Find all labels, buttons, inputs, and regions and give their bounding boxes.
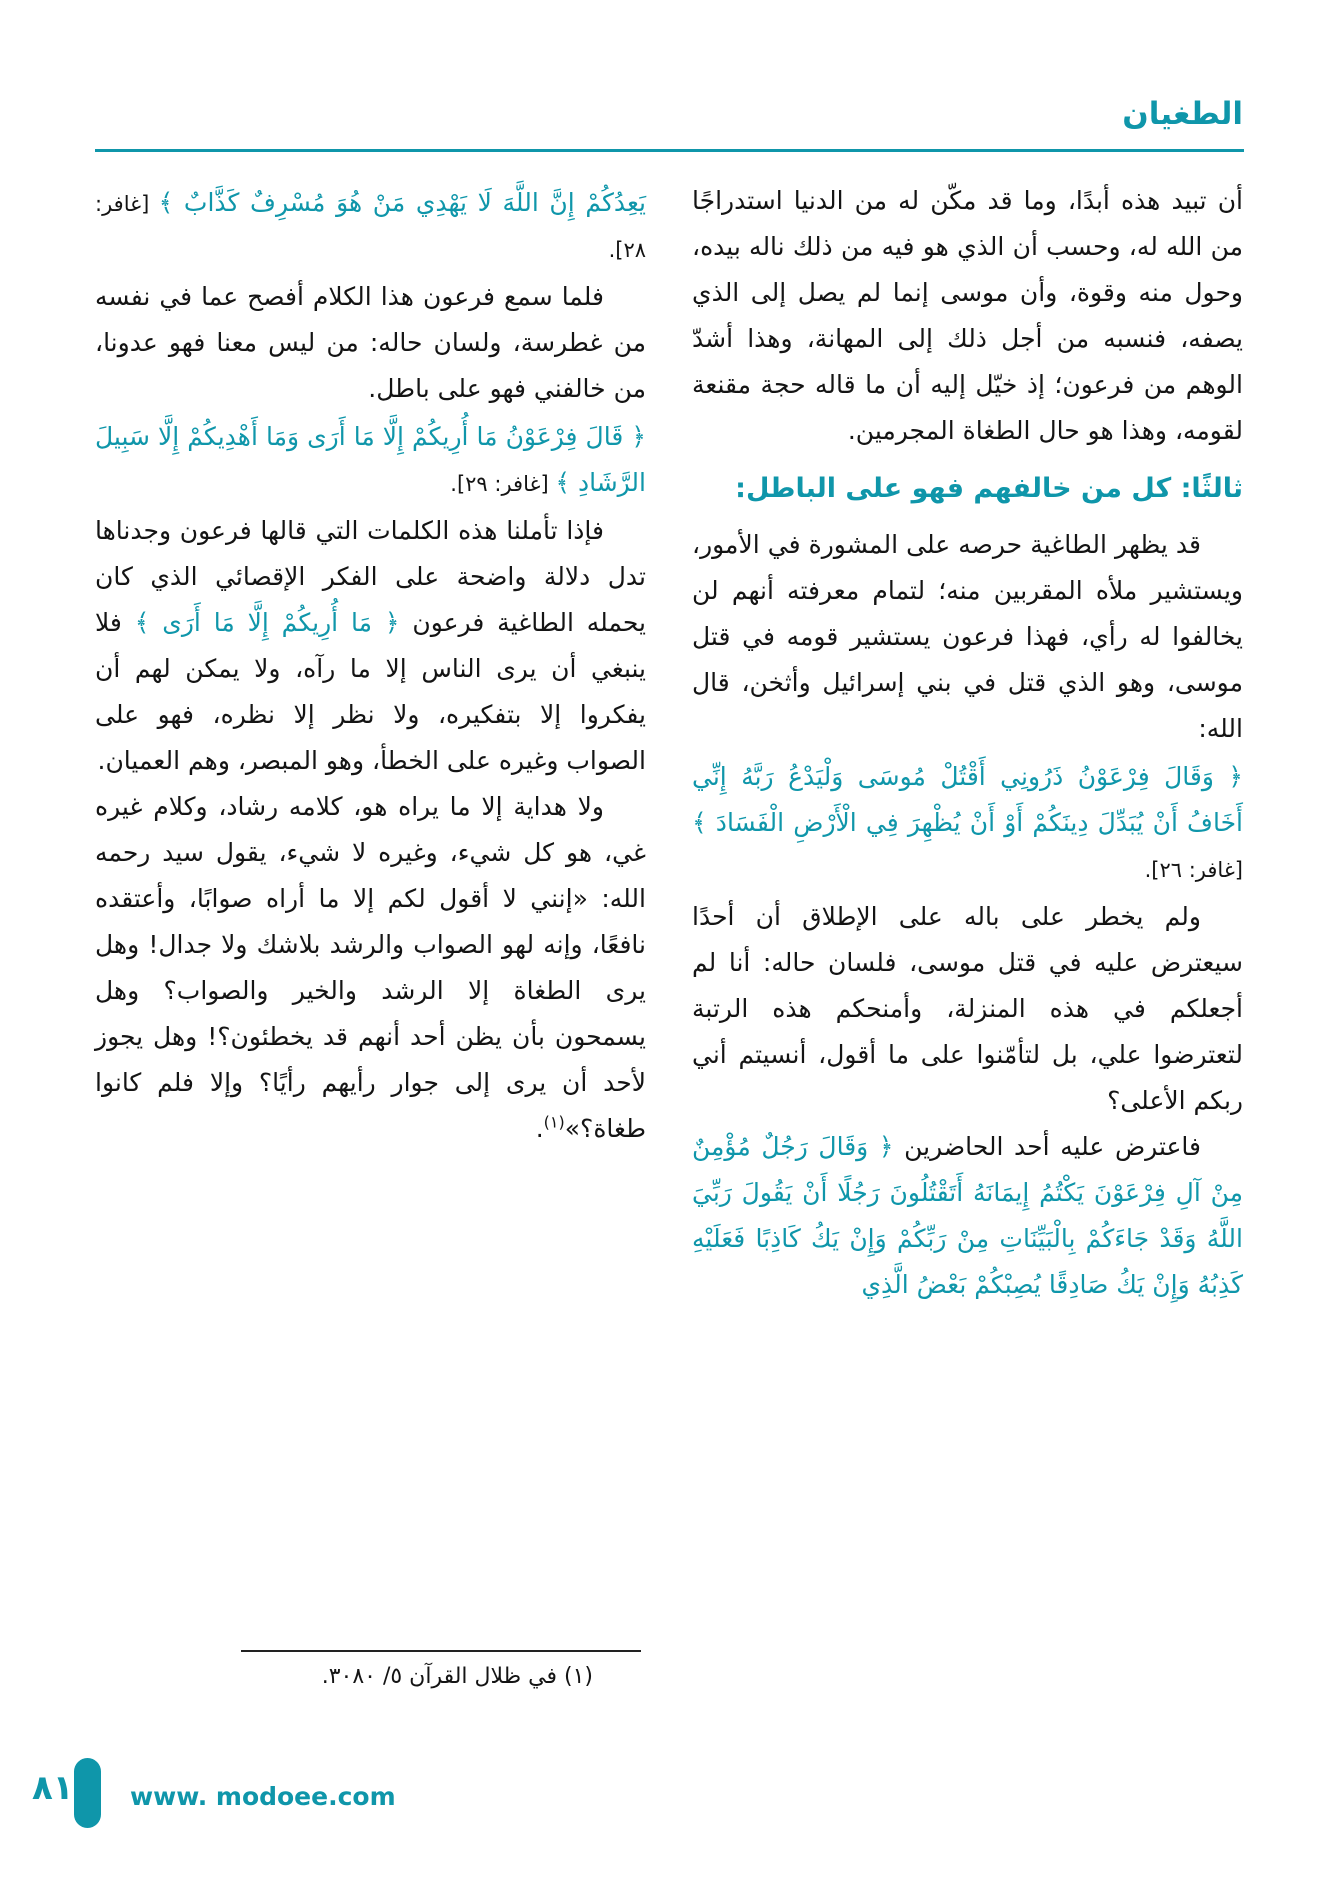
paragraph bbox=[692, 894, 1243, 1124]
body-text: فلما سمع فرعون هذا الكلام أفصح عما في نفسه من غطرسة، ولسان حاله: من ليس معنا فهو عدونا، من خالفني فهو على باطل. bbox=[95, 282, 646, 403]
heading-text: ثالثًا: كل من خالفهم فهو على الباطل: bbox=[735, 473, 1243, 504]
quran-verse bbox=[95, 180, 646, 272]
paragraph bbox=[95, 508, 646, 784]
paragraph bbox=[692, 1124, 1243, 1308]
body-text: فاعترض عليه أحد الحاضرين bbox=[893, 1131, 1202, 1161]
column-left bbox=[95, 178, 646, 1308]
header-rule bbox=[95, 149, 1244, 152]
footnote-separator bbox=[241, 1650, 641, 1652]
body-text: فلا ينبغي أن يرى الناس إلا ما رآه، ولا يمكن لهم أن يفكروا إلا بتفكيره، ولا نظر إلا نظره، فهو على الصواب وغيره على الخطأ، وهو المبصر، وهم العميان. bbox=[95, 608, 646, 775]
quran-text: ﴿ وَقَالَ رَجُلٌ مُؤْمِنٌ مِنْ آلِ فِرْعَوْنَ يَكْتُمُ إِيمَانَهُ أَتَقْتُلُونَ رَجُلًا أَنْ يَقُولَ رَبِّيَ اللَّهُ وَقَدْ جَاءَكُمْ بِالْبَيِّنَاتِ مِنْ رَبِّكُمْ وَإِنْ يَكُ كَاذِبًا فَعَلَيْهِ كَذِبُهُ وَإِنْ يَكُ صَادِقًا يُصِبْكُمْ بَعْضُ الَّذِي bbox=[692, 1131, 1243, 1299]
footnote-marker: (١) bbox=[543, 1112, 565, 1132]
verse-reference: [غافر: ٢٩]. bbox=[450, 472, 556, 496]
quran-verse bbox=[692, 754, 1243, 892]
footer-accent-bar bbox=[74, 1758, 101, 1828]
footnote-text: (١) في ظلال القرآن ٥/ ٣٠٨٠. bbox=[321, 1664, 593, 1689]
body-text: أن تبيد هذه أبدًا، وما قد مكّن له من الدنيا استدراجًا من الله له، وحسب أن الذي هو فيه من ذلك ناله بيده، وحول منه وقوة، وأن موسى إنما لم يصل إلى الذي يصفه، فنسبه من أجل ذلك إلى المهانة، وهذا أشدّ الوهم من فرعون؛ إذ خيّل إليه أن ما قاله حجة مقنعة لقومه، وهذا هو حال الطغاة المجرمين. bbox=[692, 186, 1243, 445]
text-columns bbox=[95, 178, 1243, 1308]
body-text: . bbox=[535, 1114, 544, 1143]
website-url: www. modoee.com bbox=[130, 1782, 396, 1811]
section-heading bbox=[692, 464, 1243, 514]
quran-text: يَعِدُكُمْ إِنَّ اللَّهَ لَا يَهْدِي مَنْ هُوَ مُسْرِفٌ كَذَّابٌ ﴾ bbox=[158, 188, 647, 217]
body-text: قد يظهر الطاغية حرصه على المشورة في الأمور، ويستشير ملأه المقربين منه؛ لتمام معرفته أنهم لن يخالفوا له رأي، فهذا فرعون يستشير قومه في قتل موسى، وهو الذي قتل في بني إسرائيل وأثخن، قال الله: bbox=[692, 529, 1243, 743]
quran-text: ﴿ قَالَ فِرْعَوْنُ مَا أُرِيكُمْ إِلَّا مَا أَرَى وَمَا أَهْدِيكُمْ إِلَّا سَبِيلَ الرَّشَادِ ﴾ bbox=[95, 422, 646, 497]
paragraph bbox=[692, 178, 1243, 454]
verse-reference: [غافر: ٢٦]. bbox=[1144, 857, 1243, 882]
body-text: ولا هداية إلا ما يراه هو، كلامه رشاد، وكلام غيره غي، هو كل شيء، وغيره لا شيء، يقول سيد رحمه الله: «إنني لا أقول لكم إلا ما أراه صوابًا، وأعتقده نافعًا، وإنه لهو الصواب والرشد بلاشك ولا جدال! وهل يرى الطغاة إلا الرشد والخير والصواب؟ وهل يسمحون بأن يظن أحد أنهم قد يخطئون؟! وهل يجوز لأحد أن يرى إلى جوار رأيهم رأيًا؟ وإلا فلم كانوا طغاة؟» bbox=[95, 792, 646, 1143]
footnote bbox=[95, 1650, 641, 1689]
paragraph bbox=[95, 274, 646, 412]
paragraph bbox=[95, 784, 646, 1152]
quran-verse bbox=[95, 414, 646, 506]
verse-reference: [غافر: ٢٨]. bbox=[95, 192, 646, 262]
page-number: ٨١ bbox=[32, 1768, 74, 1808]
quran-text: ﴿ مَا أُرِيكُمْ إِلَّا مَا أَرَى ﴾ bbox=[134, 608, 400, 637]
body-text: فإذا تأملنا هذه الكلمات التي قالها فرعون وجدناها تدل دلالة واضحة على الفكر الإقصائي الذي كان يحمله الطاغية فرعون bbox=[95, 516, 646, 637]
paragraph bbox=[692, 522, 1243, 752]
column-right bbox=[692, 178, 1243, 1308]
body-text: ولم يخطر على باله على الإطلاق أن أحدًا سيعترض عليه في قتل موسى، فلسان حاله: أنا لم أجعلكم في هذه المنزلة، وأمنحكم هذه الرتبة لتعترضوا علي، بل لتأمّنوا على ما أقول، أنسيتم أني ربكم الأعلى؟ bbox=[692, 901, 1243, 1115]
page-header-title: الطغيان bbox=[1122, 96, 1243, 132]
quran-text: ﴿ وَقَالَ فِرْعَوْنُ ذَرُونِي أَقْتُلْ مُوسَى وَلْيَدْعُ رَبَّهُ إِنِّي أَخَافُ أَنْ يُبَدِّلَ دِينَكُمْ أَوْ أَنْ يُظْهِرَ فِي الْأَرْضِ الْفَسَادَ ﴾ bbox=[692, 761, 1243, 837]
